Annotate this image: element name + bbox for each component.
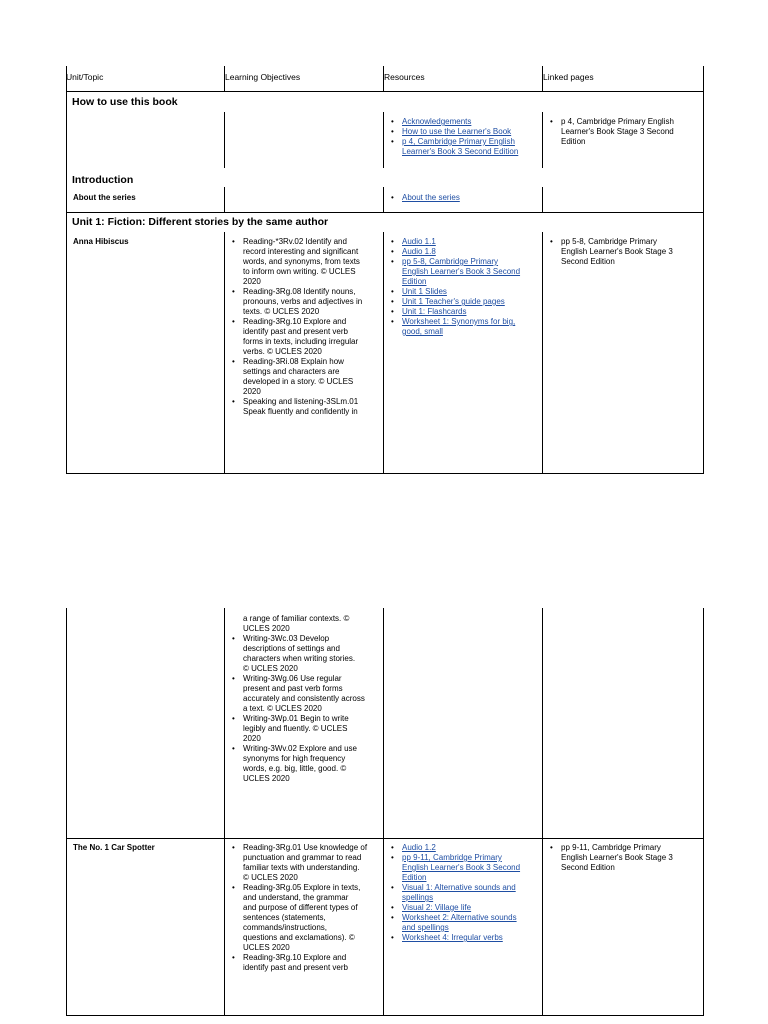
resource-link[interactable]: • p 4, Cambridge Primary English	[402, 137, 518, 147]
col-divider	[383, 112, 384, 168]
objective-line: developed in a story. © UCLES	[243, 377, 354, 386]
car-spotter-objectives	[229, 843, 367, 973]
objective-line: texts. © UCLES 2020	[243, 307, 320, 316]
col-divider	[383, 232, 384, 474]
resource-link[interactable]: • Unit 1 Slides	[402, 287, 520, 297]
objective-line: present and past verb forms	[243, 684, 343, 693]
resource-link[interactable]: • How to use the Learner's Book	[402, 127, 518, 137]
row-title-about-series: About the series	[73, 193, 136, 202]
objective-line: UCLES 2020	[243, 774, 290, 783]
header-unit-topic: Unit/Topic	[66, 72, 104, 82]
objective-line: • Writing-3Wg.06 Use regular	[243, 674, 365, 684]
objective-line: descriptions of settings and	[243, 644, 340, 653]
col-divider	[542, 608, 543, 1016]
objective-line: verbs. © UCLES 2020	[243, 347, 322, 356]
objective-line: characters when writing stories.	[243, 654, 356, 663]
objective-line: • Reading-3Rg.05 Explore in texts,	[243, 883, 367, 893]
resource-link[interactable]: Edition	[402, 873, 427, 882]
objective-line: forms in texts, including irregular	[243, 337, 359, 346]
resource-link[interactable]: good, small	[402, 327, 443, 336]
resource-link[interactable]: • Visual 2: Village life	[402, 903, 520, 913]
section-unit-1: Unit 1: Fiction: Different stories by the same author	[72, 216, 329, 228]
table-border-right	[703, 608, 704, 1016]
resource-link[interactable]: • Visual 1: Alternative sounds and	[402, 883, 520, 893]
resource-link[interactable]: • Audio 1.2	[402, 843, 520, 853]
objective-line: • Reading-3Rg.01 Use knowledge of	[243, 843, 367, 853]
col-divider	[542, 112, 543, 168]
car-spotter-resources	[388, 843, 520, 943]
objective-line: settings and characters are	[243, 367, 340, 376]
linked-page: • pp 5-8, Cambridge Primary	[561, 237, 673, 247]
objective-line: accurately and consistently across	[243, 694, 365, 703]
how-to-linked-list	[547, 117, 674, 147]
table-border-left	[66, 608, 67, 1016]
linked-page: • p 4, Cambridge Primary English	[561, 117, 674, 127]
row-divider	[66, 91, 704, 92]
anna-resources-list	[388, 237, 520, 337]
resource-link[interactable]: spellings	[402, 893, 434, 902]
about-series-resources	[388, 193, 460, 203]
row-title-car-spotter: The No. 1 Car Spotter	[73, 843, 155, 852]
header-learning-objectives: Learning Objectives	[225, 72, 301, 82]
objective-line: questions and exclamations). ©	[243, 933, 355, 942]
objective-line: UCLES 2020	[243, 624, 290, 633]
linked-page: Learner's Book Stage 3 Second	[561, 127, 674, 136]
section-how-to-use: How to use this book	[72, 96, 178, 108]
table-border-bottom	[66, 1015, 704, 1016]
col-divider	[383, 608, 384, 1016]
resource-link[interactable]: • Audio 1.1	[402, 237, 520, 247]
col-divider	[224, 608, 225, 1016]
objective-line: synonyms for high frequency	[243, 754, 346, 763]
linked-page: Edition	[561, 137, 586, 146]
col-divider	[224, 112, 225, 168]
col-divider	[542, 187, 543, 212]
resource-link[interactable]: • pp 5-8, Cambridge Primary	[402, 257, 520, 267]
resource-link[interactable]: English Learner's Book 3 Second	[402, 267, 521, 276]
objective-line: 2020	[243, 387, 261, 396]
table-border-right	[703, 66, 704, 474]
objective-line: sentences (statements,	[243, 913, 326, 922]
header-linked-pages: Linked pages	[543, 72, 594, 82]
how-to-resources-list	[388, 117, 518, 157]
col-divider	[224, 187, 225, 212]
anna-objectives-part2	[229, 614, 365, 784]
col-divider	[383, 187, 384, 212]
objective-line: to inform own writing. © UCLES	[243, 267, 356, 276]
resource-link[interactable]: • Worksheet 2: Alternative sounds	[402, 913, 520, 923]
objective-line: • Writing-3Wp.01 Begin to write	[243, 714, 365, 724]
resource-link[interactable]: • About the series	[402, 193, 460, 203]
objective-line: words, e.g. big, little, good. ©	[243, 764, 347, 773]
resource-link[interactable]: • Worksheet 4: Irregular verbs	[402, 933, 520, 943]
objective-line: legibly and fluently. © UCLES	[243, 724, 348, 733]
objective-line: • Reading-3Rg.10 Explore and	[243, 953, 367, 963]
objective-line: and purpose of different types of	[243, 903, 358, 912]
anna-objectives-part1	[229, 237, 362, 417]
resource-link[interactable]: • Audio 1.8	[402, 247, 520, 257]
linked-page: Second Edition	[561, 257, 615, 266]
resource-link[interactable]: and spellings	[402, 923, 449, 932]
objective-line: UCLES 2020	[243, 943, 290, 952]
objective-line: commands/instructions,	[243, 923, 328, 932]
objective-line: familiar texts with understanding.	[243, 863, 360, 872]
resource-link[interactable]: English Learner's Book 3 Second	[402, 863, 521, 872]
objective-line: • Speaking and listening-3SLm.01	[243, 397, 362, 407]
objective-line: record interesting and significant	[243, 247, 359, 256]
objective-line: • Writing-3Wv.02 Explore and use	[243, 744, 365, 754]
objective-line: words, and synonyms, from texts	[243, 257, 360, 266]
objective-line: a text. © UCLES 2020	[243, 704, 322, 713]
objective-line: punctuation and grammar to read	[243, 853, 362, 862]
objective-line: identify past and present verb	[243, 963, 348, 972]
objective-line: © UCLES 2020	[243, 664, 298, 673]
linked-page: Second Edition	[561, 863, 615, 872]
row-divider	[66, 838, 704, 839]
row-title-anna-hibiscus: Anna Hibiscus	[73, 237, 129, 246]
row-divider	[66, 212, 704, 213]
resource-link[interactable]: • Unit 1 Teacher's guide pages	[402, 297, 520, 307]
objective-line: • Reading-3Rg.08 Identify nouns,	[243, 287, 362, 297]
objective-line: and understand, the grammar	[243, 893, 349, 902]
section-introduction: Introduction	[72, 174, 134, 186]
col-divider	[224, 232, 225, 474]
objective-line: • Writing-3Wc.03 Develop	[243, 634, 365, 644]
objective-line: • Reading-3Ri.08 Explain how	[243, 357, 362, 367]
resource-link[interactable]: • Worksheet 1: Synonyms for big,	[402, 317, 520, 327]
car-spotter-linked	[547, 843, 673, 873]
objective-line: • Reading-3Rg.10 Explore and	[243, 317, 362, 327]
objective-line: Speak fluently and confidently in	[243, 407, 358, 416]
anna-linked-list	[547, 237, 673, 267]
linked-page: • pp 9-11, Cambridge Primary	[561, 843, 673, 853]
header-resources: Resources	[384, 72, 425, 82]
col-divider	[542, 232, 543, 474]
objective-line: 2020	[243, 277, 261, 286]
resource-link[interactable]: • Unit 1: Flashcards	[402, 307, 520, 317]
objective-line: a range of familiar contexts. ©	[243, 614, 350, 623]
objective-line: • Reading-*3Rv.02 Identify and	[243, 237, 362, 247]
resource-link[interactable]: Learner's Book 3 Second Edition	[402, 147, 519, 156]
table-border-left	[66, 66, 67, 474]
linked-page: English Learner's Book Stage 3	[561, 247, 673, 256]
objective-line: © UCLES 2020	[243, 873, 298, 882]
objective-line: 2020	[243, 734, 261, 743]
resource-link[interactable]: • pp 9-11, Cambridge Primary	[402, 853, 520, 863]
objective-line: identify past and present verb	[243, 327, 348, 336]
resource-link[interactable]: • Acknowledgements	[402, 117, 518, 127]
resource-link[interactable]: Edition	[402, 277, 427, 286]
linked-page: English Learner's Book Stage 3	[561, 853, 673, 862]
table-border-bottom	[66, 473, 704, 474]
objective-line: pronouns, verbs and adjectives in	[243, 297, 363, 306]
